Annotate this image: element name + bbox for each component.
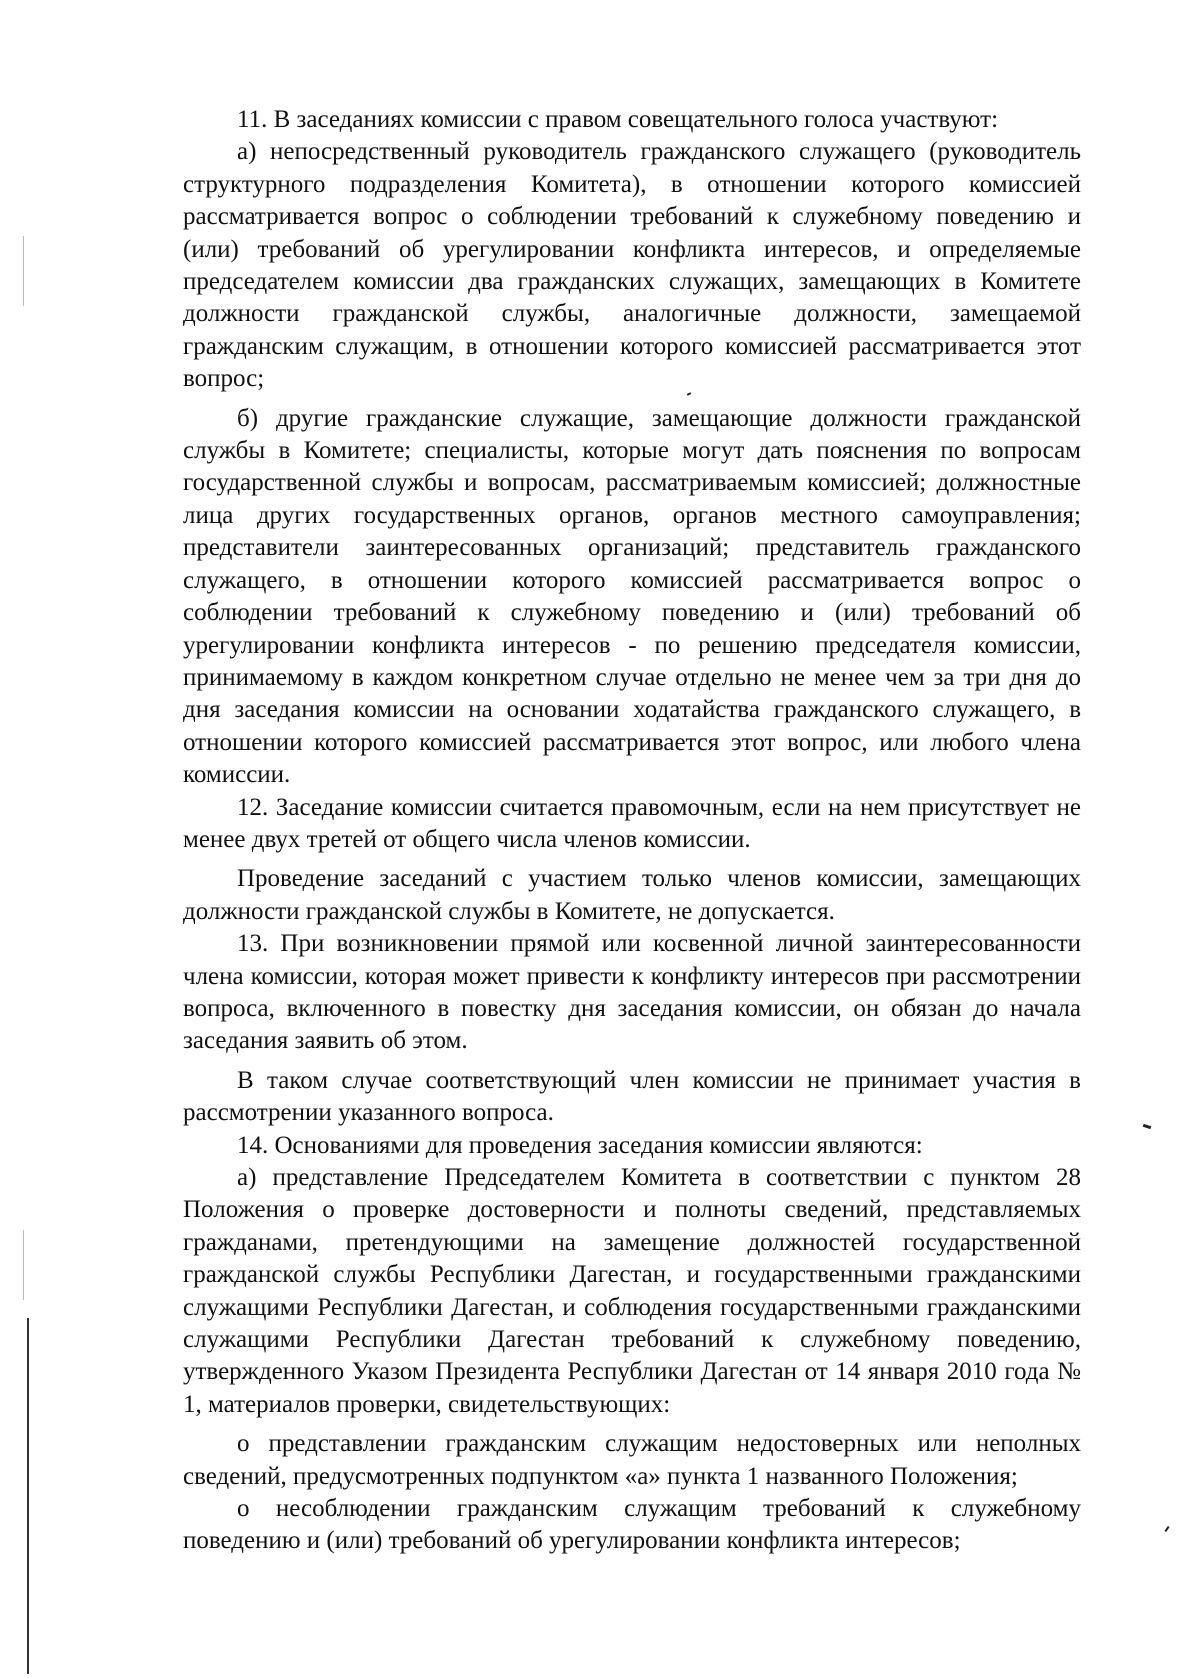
scan-edge-line [27,1318,29,1674]
scan-edge-faint [23,236,24,306]
paragraph-14a-item-2: о несоблюдении гражданским служащим требований к служебному поведению и (или) требований об урегулировании конфликта интересов; [183,1495,1081,1555]
paragraph-11: 11. В заседаниях комиссии с правом совещательного голоса участвуют: [237,106,999,133]
paragraph-11a: а) непосредственный руководитель гражданского служащего (руководитель структурного подразделения Комитета), в отношении которого комиссией рассматривается вопрос о соблюдении требований к служебному поведению и (или) требований об урегулировании конфликта интересов, и определяемые председателем комиссии два гражданских служащих, замещающих в Комитете должности гражданской службы, аналогичные должности, замещаемой гражданским служащим, в отношении которого комиссией рассматривается этот вопрос; [183,138,1081,393]
scan-speck [1143,1124,1152,1129]
paragraph-14: 14. Основаниями для проведения заседания комиссии являются: [237,1131,923,1159]
paragraph-12-continued: Проведение заседаний с участием только членов комиссии, замещающих должности гражданской службы в Комитете, не допускается. [183,865,1081,925]
paragraph-12: 12. Заседание комиссии считается правомочным, если на нем присутствует не менее двух третей от общего числа членов комиссии. [183,793,1081,853]
paragraph-13: 13. При возникновении прямой или косвенной личной заинтересованности члена комиссии, которая может привести к конфликту интересов при рассмотрении вопроса, включенного в повестку дня заседания комиссии, он обязан до начала заседания заявить об этом. [183,930,1081,1055]
paragraph-11b: б) другие гражданские служащие, замещающие должности гражданской службы в Комитете; специалисты, которые могут дать пояснения по вопросам государственной службы и вопросам, рассматриваемым комиссией; должностные лица других государственных органов, органов местного самоуправления; представители заинтересованных организаций; представитель гражданского служащего, в отношении которого комиссией рассматривается вопрос о соблюдении требований к служебному поведению и (или) требований об урегулировании конфликта интересов - по решению председателя комиссии, принимаемому в каждом конкретном случае отдельно не менее чем за три дня до дня заседания комиссии на основании ходатайства гражданского служащего, в отношении которого комиссией рассматривается этот вопрос, или любого члена комиссии. [183,404,1081,789]
scan-speck-2 [1164,1526,1169,1532]
paragraph-13-continued: В таком случае соответствующий член комиссии не принимает участия в рассмотрении указанного вопроса. [183,1066,1081,1127]
paragraph-14a-item-1: о представлении гражданским служащим недостоверных или неполных сведений, предусмотренных подпунктом «а» пункта 1 названного Положения; [183,1430,1081,1490]
paragraph-14a: а) представление Председателем Комитета в соответствии с пунктом 28 Положения о проверке достоверности и полноты сведений, представляемых гражданами, претендующими на замещение должностей государственной гражданской службы Республики Дагестан, и государственными гражданскими служащими Республики Дагестан, и соблюдения государственными гражданскими служащими Республики Дагестан требований к служебному поведению, утвержденного Указом Президента Республики Дагестан от 14 января 2010 года № 1, материалов проверки, свидетельствующих: [183,1164,1081,1418]
document-body [183,104,1081,1558]
scan-edge-faint-2 [23,1230,24,1300]
